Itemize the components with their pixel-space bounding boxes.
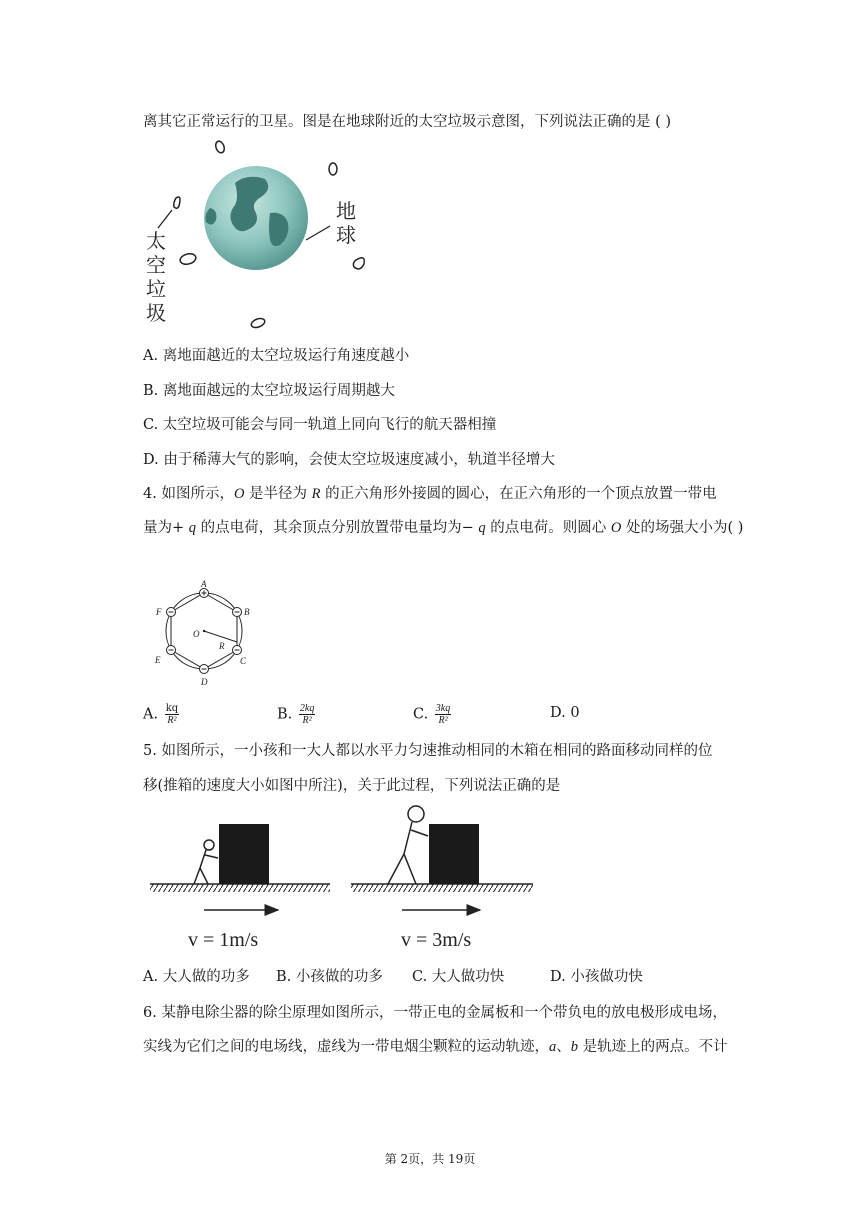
- earth-pointer: [306, 226, 330, 240]
- q5-option-d: D. 小孩做功快: [550, 969, 643, 985]
- svg-text:地: 地: [336, 199, 356, 223]
- q5-option-b: B. 小孩做的功多: [276, 969, 383, 985]
- ground-right: [351, 884, 533, 892]
- vertex-label-f: F: [156, 607, 162, 617]
- center-point: [203, 630, 205, 632]
- q4-option-b: B. $\frac{2kq}{\text{R²}}$: [277, 703, 315, 726]
- q5-option-c: C. 大人做功快: [412, 969, 505, 985]
- q4-option-c: C. $\frac{3kq}{\text{R²}}$: [413, 703, 451, 726]
- box-right: [429, 824, 479, 884]
- pushing-box-figure: [146, 800, 536, 955]
- q5-stem-line2: 移(推箱的速度大小如图中所注)，关于此过程，下列说法正确的是: [143, 778, 561, 794]
- q3-option-b: B. 离地面越远的太空垃圾运行周期越大: [143, 383, 395, 399]
- svg-text:垃: 垃: [146, 277, 166, 301]
- svg-text:球: 球: [336, 223, 356, 247]
- center-label: O: [193, 629, 200, 639]
- vertex-label-d: D: [201, 677, 208, 687]
- q4-stem-line2: 量为+ q 的点电荷，其余顶点分别放置带电量均为− q 的点电荷。则圆心 O 处的场强大小为( ): [143, 520, 744, 536]
- vertex-label-c: C: [240, 656, 247, 666]
- q4-option-d: D. 0: [550, 705, 580, 721]
- q6-stem-line1: 6. 某静电除尘器的除尘原理如图所示，一带正电的金属板和一个带负电的放电极形成电场，: [143, 1005, 727, 1021]
- q5-stem-line1: 5. 如图所示，一小孩和一大人都以水平力匀速推动相同的木箱在相同的路面移动同样的位: [143, 743, 713, 759]
- adult-figure: [388, 806, 428, 884]
- earth-label: [336, 199, 356, 247]
- q3-stem-tail: 离其它正常运行的卫星。图是在地球附近的太空垃圾示意图，下列说法正确的是 ( ): [143, 114, 672, 130]
- velocity-label-right: v = 3m/s: [401, 929, 472, 951]
- page-footer: 第 2页，共 19页: [384, 1152, 476, 1166]
- q6-stem-line2: 实线为它们之间的电场线，虚线为一带电烟尘颗粒的运动轨迹，a、b 是轨迹上的两点。不计: [143, 1039, 728, 1055]
- space-debris-figure: [140, 138, 390, 338]
- vertex-label-e: E: [155, 655, 161, 665]
- debris-pointer: [158, 210, 172, 228]
- ground-left: [150, 884, 330, 892]
- q3-option-d: D. 由于稀薄大气的影响，会使太空垃圾速度减小，轨道半径增大: [143, 452, 555, 468]
- svg-text:空: 空: [146, 253, 166, 277]
- child-figure: [194, 840, 218, 884]
- q4-option-a: A. $\frac{kq}{\text{R²}}$: [143, 703, 179, 726]
- radius-label: R: [219, 641, 225, 651]
- box-left: [219, 824, 269, 884]
- velocity-label-left: v = 1m/s: [188, 929, 259, 951]
- vertex-label-a: A: [201, 580, 207, 589]
- q4-stem-line1: 4. 如图所示，O 是半径为 R 的正六角形外接圆的圆心，在正六角形的一个顶点放置一带电: [143, 486, 717, 502]
- q3-option-a: A. 离地面越近的太空垃圾运行角速度越小: [143, 348, 410, 364]
- hexagon-charge-figure: [146, 580, 261, 690]
- debris-label: [146, 229, 166, 325]
- q3-option-c: C. 太空垃圾可能会与同一轨道上同向飞行的航天器相撞: [143, 417, 497, 433]
- svg-text:太: 太: [146, 229, 166, 253]
- q5-option-a: A. 大人做的功多: [143, 969, 250, 985]
- svg-text:圾: 圾: [146, 301, 166, 325]
- vertex-label-b: B: [244, 607, 250, 617]
